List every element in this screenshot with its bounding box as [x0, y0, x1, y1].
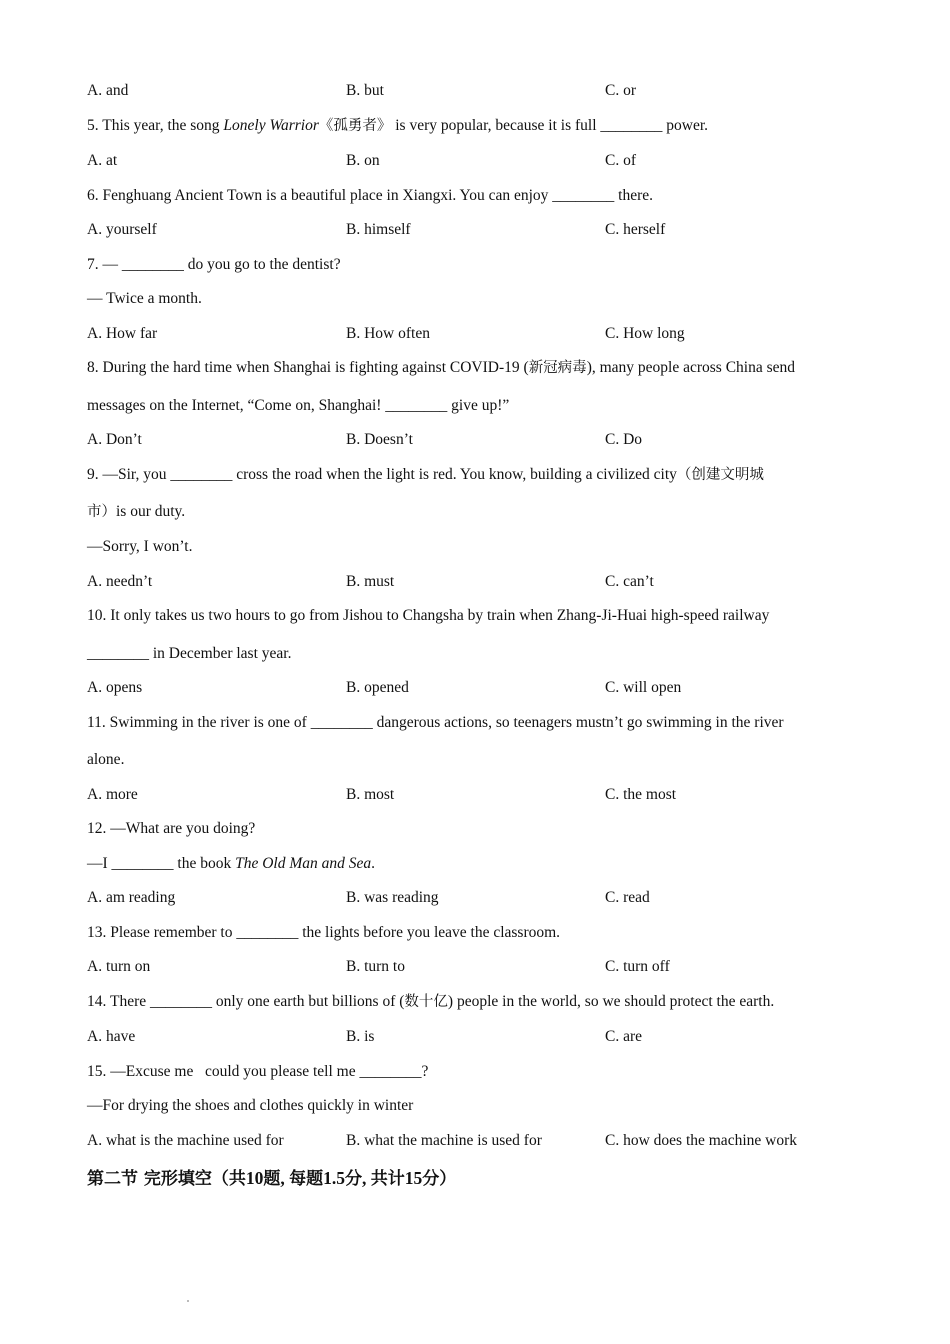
q12-book-title: The Old Man and Sea	[235, 855, 372, 872]
q6-option-a: A. yourself	[87, 221, 157, 238]
q10-stem-line1: 10. It only takes us two hours to go from Jishou to Changsha by train when Zhang-Ji-Huai high-speed railway	[87, 607, 770, 624]
q8-stem-line1-a: 8. During the hard time when Shanghai is fighting against COVID-19 (	[87, 359, 529, 376]
q15-reply: —For drying the shoes and clothes quickly in winter	[87, 1097, 414, 1114]
q14-option-a: A. have	[87, 1028, 136, 1045]
q13-option-b: B. turn to	[346, 958, 405, 975]
q8-stem-line1-cn: 新冠病毒	[528, 360, 587, 376]
q5-option-a: A. at	[87, 152, 118, 169]
section-2-heading	[87, 1164, 456, 1189]
q8-stem-line1-b: ), many people across China send	[586, 359, 796, 376]
q15-stem: 15. —Excuse me could you please tell me ________?	[87, 1063, 429, 1080]
q9-stem-line1	[87, 465, 764, 485]
section-2-heading-p3: ,	[280, 1168, 290, 1188]
section-2-heading-p8: 分）	[422, 1169, 457, 1189]
q12-stem: 12. —What are you doing?	[87, 820, 256, 837]
q8-stem-line2: messages on the Internet, “Come on, Shanghai! ________ give up!”	[87, 397, 510, 414]
q9-stem-line1-a: 9. —Sir, you ________ cross the road when the light is red. You know, building a civilized city	[87, 466, 677, 483]
q8-option-c: C. Do	[605, 431, 643, 448]
q14-stem	[87, 992, 774, 1012]
q5-song-title: Lonely Warrior	[223, 117, 319, 134]
q5-stem-pre: 5. This year, the song	[87, 117, 224, 134]
q5-song-title-cn: 《孤勇者》	[318, 118, 392, 134]
q9-option-a: A. needn’t	[87, 573, 153, 590]
q12-option-b: B. was reading	[346, 889, 439, 906]
q12-reply-pre: —I ________ the book	[87, 855, 236, 872]
q13-option-c: C. turn off	[605, 958, 670, 975]
q9-reply: —Sorry, I won’t.	[87, 538, 193, 555]
q10-stem-line2: ________ in December last year.	[87, 645, 292, 662]
q9-option-b: B. must	[346, 573, 395, 590]
q14-option-c: C. are	[605, 1028, 643, 1045]
section-2-heading-p1: 第二节 完形填空（共	[87, 1169, 246, 1189]
q10-option-a: A. opens	[87, 679, 143, 696]
q5-option-c: C. of	[605, 152, 636, 169]
q7-option-b: B. How often	[346, 325, 430, 342]
q13-stem: 13. Please remember to ________ the lights before you leave the classroom.	[87, 924, 561, 941]
q11-option-c: C. the most	[605, 786, 677, 803]
q4-option-a: A. and	[87, 82, 129, 99]
q14-stem-post: ) people in the world, so we should protect the earth.	[447, 993, 775, 1010]
q4-option-b: B. but	[346, 82, 384, 99]
q8-stem-line1	[87, 358, 795, 378]
q5-stem	[87, 116, 708, 136]
q9-stem-line2	[87, 502, 185, 522]
q15-option-b: B. what the machine is used for	[346, 1132, 542, 1149]
stray-dot	[187, 1300, 189, 1302]
q12-option-a: A. am reading	[87, 889, 176, 906]
section-2-heading-n1: 10	[245, 1168, 264, 1188]
q6-option-b: B. himself	[346, 221, 411, 238]
q7-stem: 7. — ________ do you go to the dentist?	[87, 256, 341, 273]
q9-stem-line1-cn: （创建文明城	[676, 467, 764, 483]
section-2-heading-p2: 题	[263, 1169, 281, 1189]
section-2-heading-p5: 分	[345, 1169, 363, 1189]
q8-option-a: A. Don’t	[87, 431, 142, 448]
q12-reply-post: .	[371, 855, 376, 872]
q7-option-c: C. How long	[605, 325, 685, 342]
q8-option-b: B. Doesn’t	[346, 431, 413, 448]
q9-stem-line2-b: is our duty.	[116, 503, 186, 520]
q14-stem-pre: 14. There ________ only one earth but billions of (	[87, 993, 405, 1010]
q11-option-b: B. most	[346, 786, 395, 803]
q5-option-b: B. on	[346, 152, 380, 169]
section-2-heading-p6: ,	[362, 1168, 371, 1188]
q7-reply: — Twice a month.	[87, 290, 202, 307]
section-2-heading-p7: 共计	[370, 1169, 405, 1189]
q4-option-c: C. or	[605, 82, 636, 99]
q10-option-b: B. opened	[346, 679, 409, 696]
q9-option-c: C. can’t	[605, 573, 654, 590]
q10-option-c: C. will open	[605, 679, 682, 696]
q11-stem-line1: 11. Swimming in the river is one of ________ dangerous actions, so teenagers mustn’t go swimming in the river	[87, 714, 784, 731]
q11-stem-line2: alone.	[87, 751, 125, 768]
section-2-heading-p4: 每题	[289, 1169, 324, 1189]
q5-stem-post: is very popular, because it is full ________ power.	[391, 117, 709, 134]
q15-option-a: A. what is the machine used for	[87, 1132, 284, 1149]
q7-option-a: A. How far	[87, 325, 158, 342]
q6-option-c: C. herself	[605, 221, 666, 238]
q14-option-b: B. is	[346, 1028, 375, 1045]
q12-option-c: C. read	[605, 889, 650, 906]
section-2-heading-n3: 15	[404, 1168, 423, 1188]
q11-option-a: A. more	[87, 786, 138, 803]
q9-stem-line2-cn: 市）	[87, 504, 116, 520]
q6-stem: 6. Fenghuang Ancient Town is a beautiful place in Xiangxi. You can enjoy ________ there.	[87, 187, 653, 204]
q12-reply	[87, 854, 375, 874]
section-2-heading-n2: 1.5	[323, 1168, 346, 1188]
q15-option-c: C. how does the machine work	[605, 1132, 797, 1149]
q13-option-a: A. turn on	[87, 958, 151, 975]
q14-stem-cn: 数十亿	[404, 994, 448, 1010]
